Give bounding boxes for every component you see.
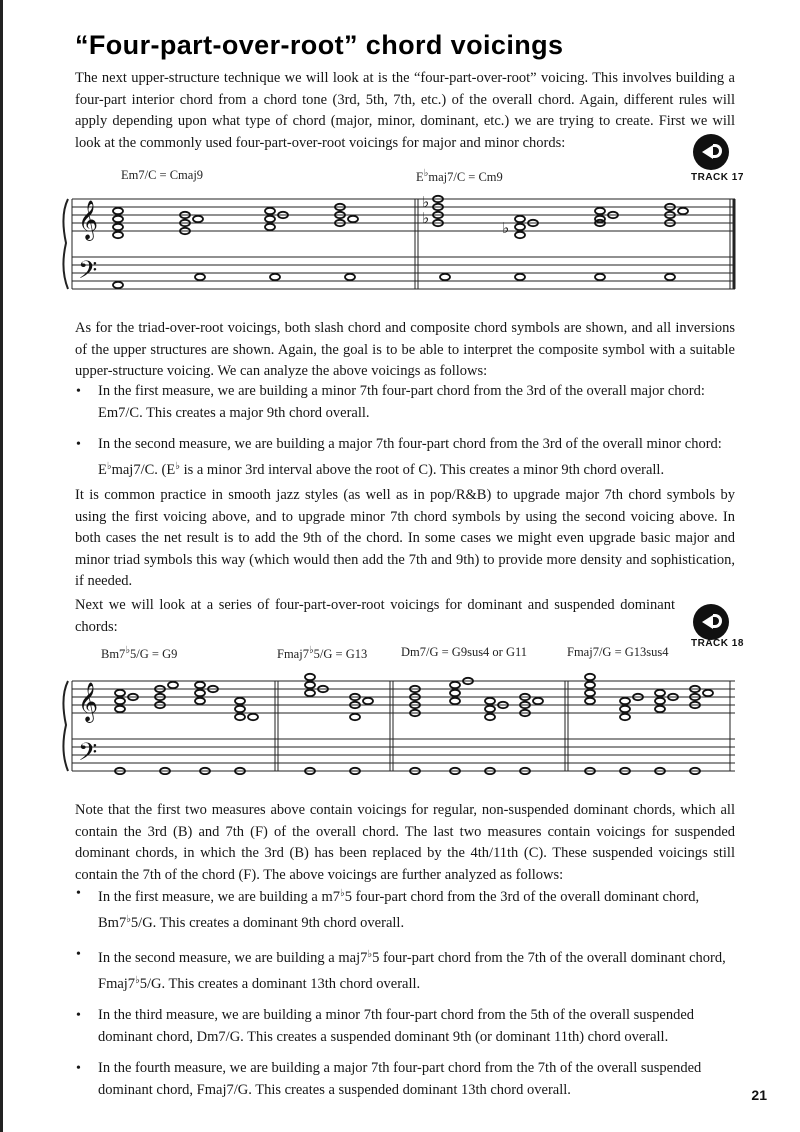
chord-symbol-em7-c: Em7/C = Cmaj9 bbox=[121, 168, 204, 182]
music-staff-example-1 bbox=[60, 185, 750, 290]
notes-example-1 bbox=[113, 196, 688, 288]
list-item: • In the first measure, we are building a minor 7th four-part chord from the 3rd of the overall major chord: Em7/C. This creates a major 9th chord overall. bbox=[75, 381, 735, 424]
list-item: • In the second measure, we are building a maj7♭5 four-part chord from the 7th of the overall dominant chord, Fmaj7♭5/G. This creates a dominant 13th chord overall. bbox=[75, 944, 735, 995]
treble-clef: 𝄞 bbox=[78, 202, 99, 239]
chord-symbol-fmaj7b5-g: Fmaj7♭5/G = G13 bbox=[277, 645, 368, 661]
chord-symbol-bm7b5-g: Bm7♭5/G = G9 bbox=[101, 645, 178, 661]
page-title: “Four-part-over-root” chord voicings bbox=[75, 30, 564, 60]
list-item: • In the fourth measure, we are building a major 7th four-part chord from the 7th of the overall suspended dominant chord, Fmaj7/G. This creates a suspended dominant 13th chord overall. bbox=[75, 1058, 735, 1101]
list-item: • In the second measure, we are building a major 7th four-part chord from the 3rd of the overall minor chord: E♭maj7/C. (E♭ is a minor 3rd interval above the root of C). This creates a minor 9th chord overall. bbox=[75, 434, 735, 481]
analysis-list-1 bbox=[75, 381, 735, 491]
dominant-paragraph: Note that the first two measures above contain voicings for regular, non-suspended dominant chords, which all contain the 3rd (B) and 7th (F) of the overall chord. The last two measures contain voicings for suspended dominant chords, in which the 3rd (B) has been replaced by the 4th/11th (C). These suspended voicings still contain the 7th of the chord (F). The above voicings are further analyzed as follows: bbox=[75, 802, 735, 883]
audio-track-icon[interactable] bbox=[693, 604, 729, 640]
track-18-label: TRACK 18 bbox=[691, 638, 744, 649]
list-item: • In the first measure, we are building a m7♭5 four-part chord from the 3rd of the overall dominant chord, Bm7♭5/G. This creates a dominant 9th chord overall. bbox=[75, 883, 735, 934]
bass-clef: 𝄢 bbox=[78, 739, 98, 772]
bass-clef: 𝄢 bbox=[78, 257, 98, 290]
staff-lines bbox=[72, 199, 735, 289]
svg-text:♭: ♭ bbox=[502, 221, 510, 237]
list-item: • In the third measure, we are building a minor 7th four-part chord from the 5th of the overall suspended dominant chord, Dm7/G. This creates a suspended dominant 9th (or dominant 11th) chord overall. bbox=[75, 1005, 735, 1048]
grand-staff-brace bbox=[63, 681, 68, 771]
track-17-label: TRACK 17 bbox=[691, 172, 744, 183]
grand-staff-brace bbox=[63, 199, 68, 289]
practice-paragraph: It is common practice in smooth jazz styles (as well as in pop/R&B) to upgrade major 7th chord symbols by using the first voicing above, and to upgrade minor 7th chord symbols by using the second voicing above. In both cases the net result is to add the 9th of the chord. In some cases we might even upgrade basic major and minor triad symbols this way (which would then add the 7th and 9th) to provide more density and sophistication, if needed. bbox=[75, 487, 735, 589]
analysis-paragraph: As for the triad-over-root voicings, both slash chord and composite chord symbols are shown, and all inversions of the upper structures are shown. Again, the goal is to be able to interpret the composite symbol with a suitable upper-structure voicing. We can analyze the above voicings as follows: bbox=[75, 320, 735, 379]
analysis-list-2 bbox=[75, 883, 735, 1111]
chord-symbol-dm7-g: Dm7/G = G9sus4 or G11 bbox=[401, 645, 528, 659]
svg-text:♭: ♭ bbox=[422, 195, 430, 211]
svg-text:♭: ♭ bbox=[422, 211, 430, 227]
chord-symbol-fmaj7-g: Fmaj7/G = G13sus4 bbox=[567, 645, 669, 659]
audio-track-icon[interactable] bbox=[693, 134, 729, 170]
page-binding-edge bbox=[0, 0, 3, 1132]
music-staff-example-2 bbox=[60, 665, 750, 775]
chord-symbol-ebmaj7-c: E♭maj7/C = Cm9 bbox=[416, 168, 503, 184]
intro-paragraph: The next upper-structure technique we will look at is the “four-part-over-root” voicing. This involves building a four-part interior chord from a chord tone (3rd, 5th, 7th, etc.) of the overall chord. Again, different rules will apply depending upon what type of chord (major, minor, dominant, etc.) we are trying to create. First we will look at the commonly used four-part-over-root voicings for major and minor chords: bbox=[75, 70, 735, 151]
treble-clef: 𝄞 bbox=[78, 684, 99, 721]
page-number: 21 bbox=[751, 1087, 767, 1103]
next-paragraph: Next we will look at a series of four-part-over-root voicings for dominant and suspended dominant chords: bbox=[75, 597, 675, 635]
